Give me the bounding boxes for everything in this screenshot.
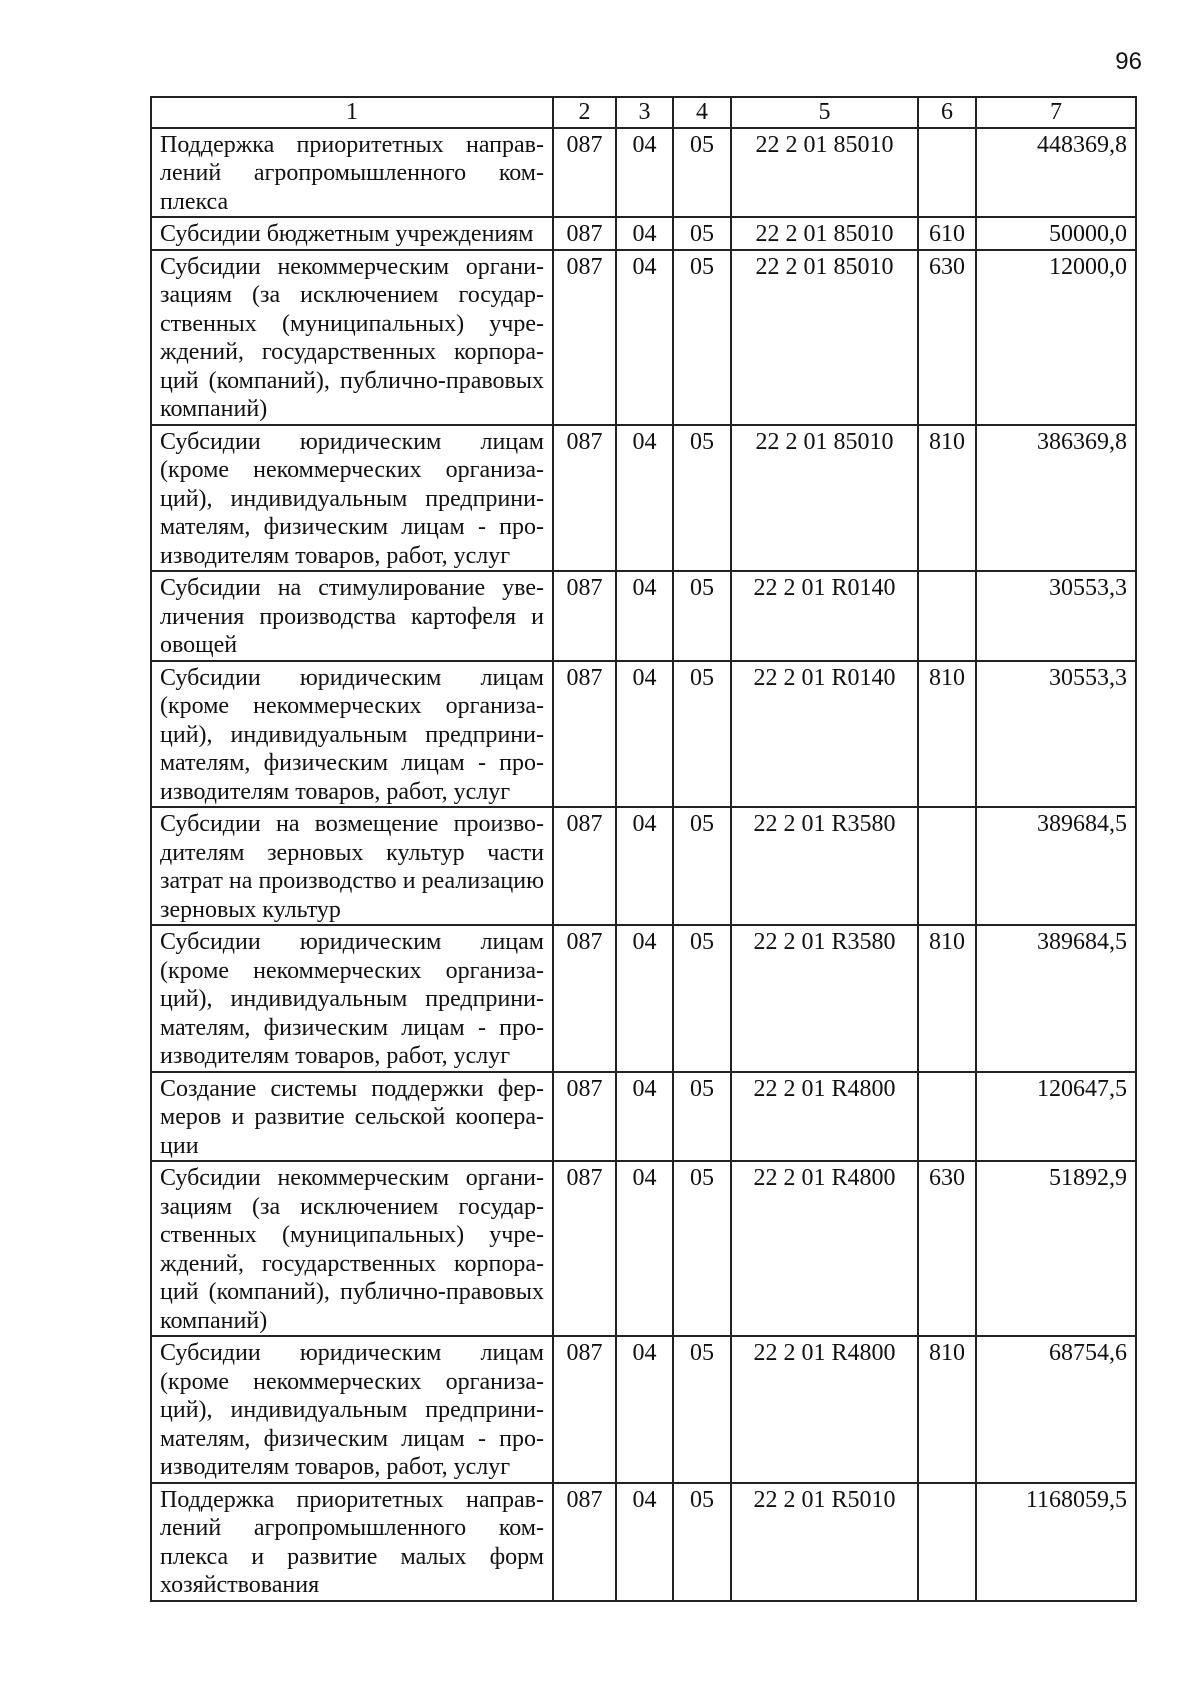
section-code: 04 — [616, 1161, 673, 1336]
target-article-code: 22 2 01 R3580 — [731, 807, 918, 925]
subsection-code: 05 — [673, 217, 731, 250]
target-article-code: 22 2 01 85010 — [731, 425, 918, 572]
table-row — [151, 925, 1136, 1072]
expense-name: Субсидии юридическим лицам (кроме некоммерческих организаций), индивидуальным предпринимателям, физическим лицам - производителям товаров, работ, услуг — [151, 1336, 553, 1483]
section-code: 04 — [616, 217, 673, 250]
subsection-code: 05 — [673, 807, 731, 925]
ministry-code: 087 — [553, 217, 616, 250]
column-header: 3 — [616, 97, 673, 128]
expense-type-code: 810 — [918, 1336, 976, 1483]
subsection-code: 05 — [673, 661, 731, 808]
ministry-code: 087 — [553, 661, 616, 808]
expense-type-code: 810 — [918, 661, 976, 808]
subsection-code: 05 — [673, 1161, 731, 1336]
column-header: 4 — [673, 97, 731, 128]
expense-name: Поддержка приоритетных направлений агропромышленного комплекса и развитие малых форм хозяйствования — [151, 1483, 553, 1601]
table-body — [151, 128, 1136, 1601]
subsection-code: 05 — [673, 250, 731, 425]
column-header: 5 — [731, 97, 918, 128]
expense-type-code — [918, 1483, 976, 1601]
expense-type-code — [918, 571, 976, 661]
ministry-code: 087 — [553, 807, 616, 925]
ministry-code: 087 — [553, 1483, 616, 1601]
amount: 30553,3 — [976, 661, 1136, 808]
ministry-code: 087 — [553, 1072, 616, 1162]
ministry-code: 087 — [553, 571, 616, 661]
amount: 389684,5 — [976, 925, 1136, 1072]
table-header-row — [151, 97, 1136, 128]
expense-name: Субсидии некоммерческим организациям (за исключением государственных (муниципальных) учреждений, государственных корпораций (компаний), публично-правовых компаний) — [151, 250, 553, 425]
ministry-code: 087 — [553, 1161, 616, 1336]
section-code: 04 — [616, 661, 673, 808]
amount: 120647,5 — [976, 1072, 1136, 1162]
section-code: 04 — [616, 1336, 673, 1483]
amount: 50000,0 — [976, 217, 1136, 250]
subsection-code: 05 — [673, 925, 731, 1072]
expense-name: Субсидии юридическим лицам (кроме некоммерческих организаций), индивидуальным предпринимателям, физическим лицам - производителям товаров, работ, услуг — [151, 661, 553, 808]
expense-name: Субсидии на возмещение производителям зерновых культур части затрат на производство и реализацию зерновых культур — [151, 807, 553, 925]
section-code: 04 — [616, 571, 673, 661]
column-header: 6 — [918, 97, 976, 128]
section-code: 04 — [616, 1483, 673, 1601]
subsection-code: 05 — [673, 425, 731, 572]
section-code: 04 — [616, 425, 673, 572]
target-article-code: 22 2 01 R3580 — [731, 925, 918, 1072]
expense-type-code: 630 — [918, 250, 976, 425]
expense-type-code: 810 — [918, 925, 976, 1072]
expense-name: Поддержка приоритетных направлений агропромышленного комплекса — [151, 128, 553, 218]
ministry-code: 087 — [553, 128, 616, 218]
ministry-code: 087 — [553, 925, 616, 1072]
table-row — [151, 661, 1136, 808]
budget-table — [150, 96, 1137, 1602]
target-article-code: 22 2 01 R4800 — [731, 1336, 918, 1483]
expense-name: Субсидии бюджетным учреждениям — [151, 217, 553, 250]
table-row — [151, 217, 1136, 250]
expense-name: Субсидии юридическим лицам (кроме некоммерческих организаций), индивидуальным предпринимателям, физическим лицам - производителям товаров, работ, услуг — [151, 925, 553, 1072]
target-article-code: 22 2 01 R5010 — [731, 1483, 918, 1601]
expense-type-code: 630 — [918, 1161, 976, 1336]
column-header: 2 — [553, 97, 616, 128]
table-row — [151, 571, 1136, 661]
target-article-code: 22 2 01 R0140 — [731, 571, 918, 661]
amount: 386369,8 — [976, 425, 1136, 572]
table-row — [151, 425, 1136, 572]
amount: 1168059,5 — [976, 1483, 1136, 1601]
subsection-code: 05 — [673, 1483, 731, 1601]
section-code: 04 — [616, 925, 673, 1072]
table-row — [151, 1161, 1136, 1336]
expense-name: Субсидии на стимулирование увеличения производства картофеля и овощей — [151, 571, 553, 661]
expense-name: Субсидии юридическим лицам (кроме некоммерческих организаций), индивидуальным предпринимателям, физическим лицам - производителям товаров, работ, услуг — [151, 425, 553, 572]
expense-type-code: 810 — [918, 425, 976, 572]
expense-type-code: 610 — [918, 217, 976, 250]
subsection-code: 05 — [673, 1336, 731, 1483]
target-article-code: 22 2 01 85010 — [731, 250, 918, 425]
amount: 68754,6 — [976, 1336, 1136, 1483]
subsection-code: 05 — [673, 1072, 731, 1162]
column-header: 1 — [151, 97, 553, 128]
expense-type-code — [918, 128, 976, 218]
column-header: 7 — [976, 97, 1136, 128]
amount: 51892,9 — [976, 1161, 1136, 1336]
target-article-code: 22 2 01 R0140 — [731, 661, 918, 808]
target-article-code: 22 2 01 R4800 — [731, 1161, 918, 1336]
amount: 30553,3 — [976, 571, 1136, 661]
table-row — [151, 128, 1136, 218]
expense-name: Создание системы поддержки фермеров и развитие сельской кооперации — [151, 1072, 553, 1162]
section-code: 04 — [616, 128, 673, 218]
amount: 389684,5 — [976, 807, 1136, 925]
expense-name: Субсидии некоммерческим организациям (за исключением государственных (муниципальных) учреждений, государственных корпораций (компаний), публично-правовых компаний) — [151, 1161, 553, 1336]
table-row — [151, 1072, 1136, 1162]
subsection-code: 05 — [673, 128, 731, 218]
ministry-code: 087 — [553, 425, 616, 572]
ministry-code: 087 — [553, 250, 616, 425]
section-code: 04 — [616, 807, 673, 925]
amount: 12000,0 — [976, 250, 1136, 425]
table-row — [151, 250, 1136, 425]
section-code: 04 — [616, 250, 673, 425]
subsection-code: 05 — [673, 571, 731, 661]
expense-type-code — [918, 1072, 976, 1162]
target-article-code: 22 2 01 85010 — [731, 128, 918, 218]
target-article-code: 22 2 01 85010 — [731, 217, 918, 250]
table-row — [151, 1336, 1136, 1483]
target-article-code: 22 2 01 R4800 — [731, 1072, 918, 1162]
ministry-code: 087 — [553, 1336, 616, 1483]
amount: 448369,8 — [976, 128, 1136, 218]
table-row — [151, 807, 1136, 925]
expense-type-code — [918, 807, 976, 925]
section-code: 04 — [616, 1072, 673, 1162]
table-row — [151, 1483, 1136, 1601]
page-number: 96 — [1115, 48, 1142, 75]
